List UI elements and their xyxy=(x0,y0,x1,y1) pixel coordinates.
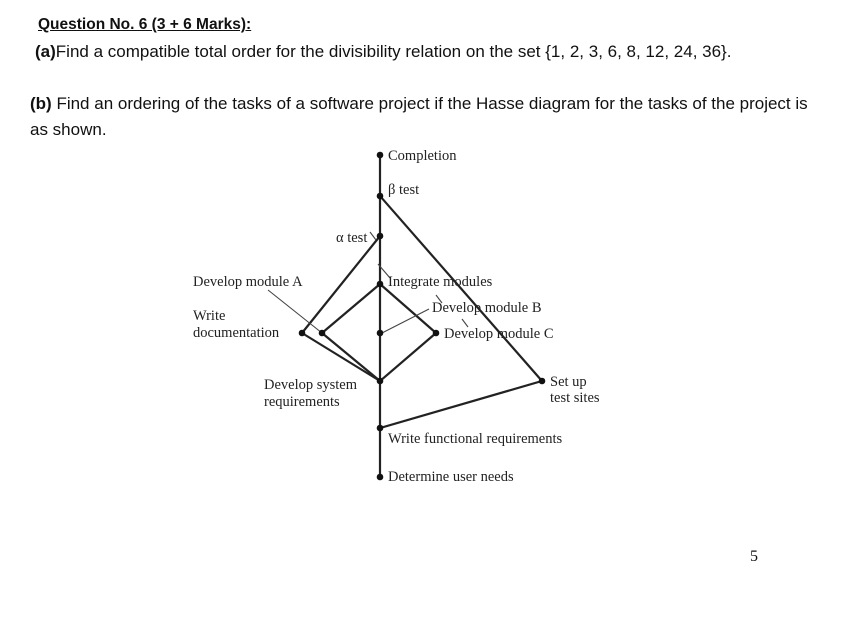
question-heading: Question No. 6 (3 + 6 Marks): xyxy=(38,16,252,33)
node-determine-user-needs xyxy=(377,474,384,481)
label-write-functional-requirements: Write functional requirements xyxy=(388,431,563,447)
node-develop-module-c xyxy=(433,330,440,337)
label-completion: Completion xyxy=(388,148,457,164)
node-write-documentation xyxy=(299,330,306,337)
leader-alpha-tick xyxy=(370,232,376,240)
part-a-text: Find a compatible total order for the divisibility relation on the set {1, 2, 3, 6, 8, 12, 24, 36}. xyxy=(55,42,732,61)
node-integrate-modules xyxy=(377,281,384,288)
node-develop-module-b xyxy=(377,330,384,337)
label-develop-module-c: Develop module C xyxy=(444,326,554,342)
node-develop-system-requirements xyxy=(377,378,384,385)
edge-functional-test-sites xyxy=(380,381,542,428)
part-b-text: Find an ordering of the tasks of a software project if the Hasse diagram for the tasks of the project is as shown. xyxy=(30,94,808,139)
page-number: 5 xyxy=(750,548,758,565)
label-alpha-test: α test xyxy=(336,230,368,246)
node-write-functional-requirements xyxy=(377,425,384,432)
label-develop-system-line1: Develop system xyxy=(264,377,358,393)
node-beta-test xyxy=(377,193,384,200)
label-develop-system-line2: requirements xyxy=(264,394,340,410)
label-develop-module-a: Develop module A xyxy=(193,274,303,290)
node-set-up-test-sites xyxy=(539,378,546,385)
label-develop-module-b: Develop module B xyxy=(432,300,542,316)
label-set-up-line1: Set up xyxy=(550,374,587,390)
node-alpha-test xyxy=(377,233,384,240)
edge-system-req-module-c xyxy=(380,333,436,381)
label-determine-user-needs: Determine user needs xyxy=(388,469,514,485)
edge-system-req-documentation xyxy=(302,333,380,381)
edge-module-a-integrate xyxy=(322,284,380,333)
label-beta-test: β test xyxy=(388,182,420,198)
edge-documentation-alpha xyxy=(302,236,380,333)
label-write-documentation-line2: documentation xyxy=(193,325,280,341)
edge-module-c-integrate xyxy=(380,284,436,333)
part-a-label: (a) xyxy=(35,42,56,61)
label-integrate-modules: Integrate modules xyxy=(388,274,493,290)
node-develop-module-a xyxy=(319,330,326,337)
edge-system-req-module-a xyxy=(322,333,380,381)
label-set-up-line2: test sites xyxy=(550,390,600,406)
node-completion xyxy=(377,152,384,159)
label-write-documentation-line1: Write xyxy=(193,308,226,324)
part-b-label: (b) xyxy=(30,94,52,113)
